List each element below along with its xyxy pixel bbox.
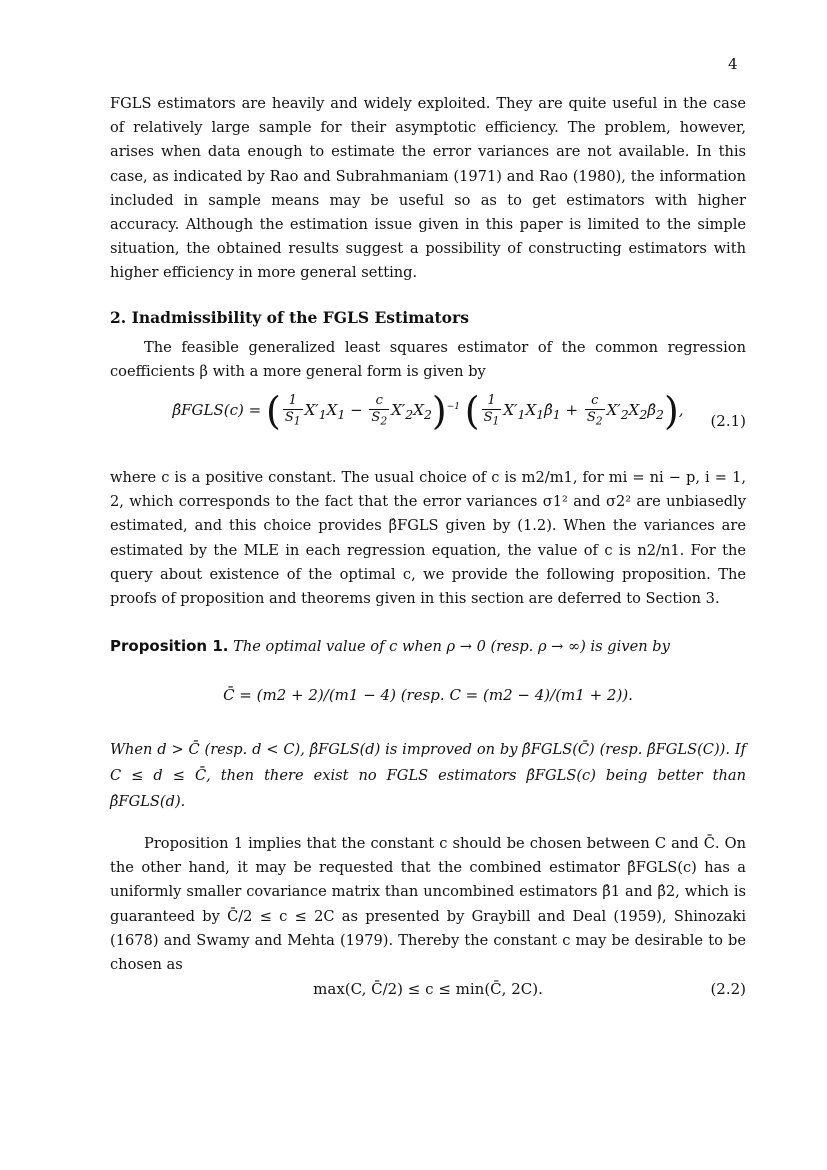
- proposition-statement: The optimal value of c when ρ → 0 (resp. ρ → ∞) is given by: [233, 638, 670, 655]
- equation-2-1-body: β̂FGLS(c) = ( $\frac{1}{S_1}$ $X'_1X_1$ − $\frac{c}{S_2}$ $X'_2X_2)^{-1}$ ( $\frac{1}{S_1}$ $X'_1X_1\betâ_1$ + $\frac{c}{S_2}$ $X'_2X_2\betâ_2$),: [172, 389, 684, 433]
- proposition-equation-body: C̄ = (m2 + 2)/(m1 − 4) (resp. C = (m2 − 4)/(m1 + 2)).: [223, 686, 633, 704]
- intro-paragraph: FGLS estimators are heavily and widely exploited. They are quite useful in the case of relatively large sample for their asymptotic efficiency. The problem, however, arises when data enough to estimate the error variances are not available. In this case, as indicated by Rao and Subrahmaniam (1971) and Rao (1980), the information included in sample means may be useful so as to get estimators with higher accuracy. Although the estimation issue given in this paper is limited to the simple situation, the obtained results suggest a possibility of constructing estimators with higher efficiency in more general setting.: [110, 95, 746, 282]
- section-para-1: The feasible generalized least squares estimator of the common regression coefficients β with a more general form is given by: [110, 339, 746, 381]
- equation-2-2-body: max(C, C̄/2) ≤ c ≤ min(C̄, 2C).: [313, 980, 543, 998]
- equation-2-2: [110, 980, 746, 1004]
- equation-2-1-number: (2.1): [710, 412, 746, 430]
- proposition-equation: [110, 676, 746, 726]
- proposition-continuation: When d > C̄ (resp. d < C), β̂FGLS(d) is improved on by β̂FGLS(C̄) (resp. β̂FGLS(C)). If C ≤ d ≤ C̄, then there exist no FGLS estimators β̂FGLS(c) being better than β̂FGLS(d).: [110, 741, 746, 810]
- paragraph-3: Proposition 1 implies that the constant c should be chosen between C and C̄. On the other hand, it may be requested that the combined estimator β̂FGLS(c) has a uniformly smaller covariance matrix than uncombined estimators β̂1 and β̂2, which is guaranteed by C̄/2 ≤ c ≤ 2C as presented by Graybill and Deal (1959), Shinozaki (1678) and Swamy and Mehta (1979). Thereby the constant c may be desirable to be chosen as: [110, 835, 746, 974]
- equation-2-1-lhs: β̂FGLS(c) =: [172, 401, 262, 419]
- page-number: 4: [728, 55, 738, 73]
- section-heading: 2. Inadmissibility of the FGLS Estimators: [110, 308, 469, 327]
- proposition-1: [110, 633, 746, 660]
- proposition-label: Proposition 1.: [110, 637, 229, 655]
- equation-2-2-number: (2.2): [710, 980, 746, 998]
- section-para-2: where c is a positive constant. The usual choice of c is m2/m1, for mi = ni − p, i = 1, 2, which corresponds to the fact that the error variances σ1² and σ2² are unbiasedly estimated, and this choice provides β̂FGLS given by (1.2). When the variances are estimated by the MLE in each regression equation, the value of c is n2/n1. For the query about existence of the optimal c, we provide the following proposition. The proofs of proposition and theorems given in this section are deferred to Section 3.: [110, 469, 746, 608]
- equation-2-1: [110, 389, 746, 452]
